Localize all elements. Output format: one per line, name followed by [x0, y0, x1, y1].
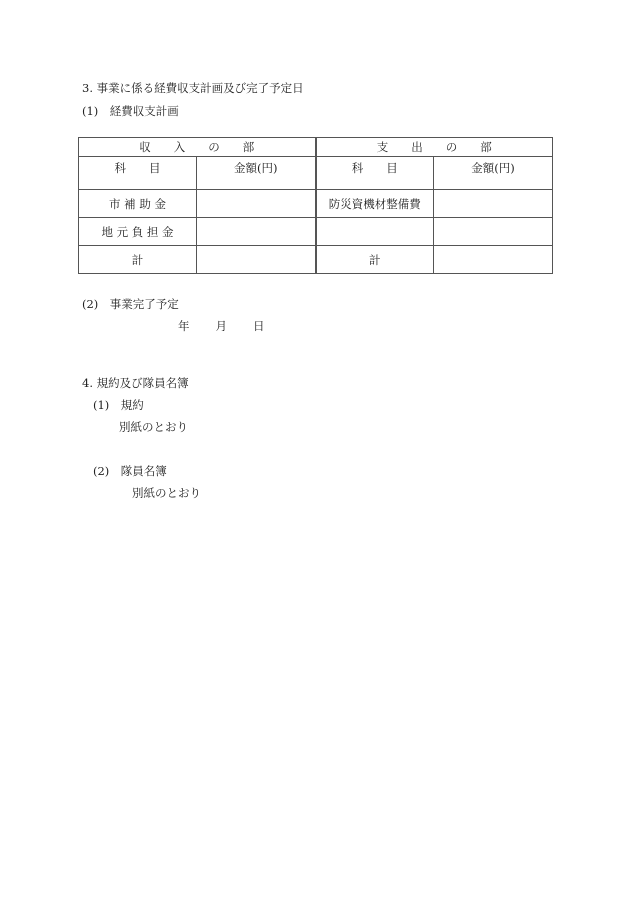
income-item-cell: 市 補 助 金	[79, 190, 197, 218]
member-list-body-text: 別紙のとおり	[132, 486, 201, 500]
table-header-row	[79, 138, 553, 157]
income-item-column-header: 科 目	[79, 157, 197, 190]
completion-schedule-subheading: (2) 事業完了予定	[82, 297, 179, 311]
income-amount-column-header: 金額(円)	[197, 157, 316, 190]
income-total-label: 計	[79, 246, 197, 274]
date-year-label: 年	[178, 319, 190, 333]
income-amount-cell[interactable]	[197, 218, 316, 246]
rules-body-text: 別紙のとおり	[119, 420, 188, 434]
income-total-amount[interactable]	[197, 246, 316, 274]
table-column-row	[79, 157, 553, 190]
expense-amount-cell[interactable]	[434, 218, 553, 246]
rules-subheading: (1) 規約	[93, 398, 144, 412]
table-row	[79, 190, 553, 218]
date-month-label: 月	[215, 319, 227, 333]
expense-plan-subheading: (1) 経費収支計画	[82, 104, 179, 118]
expense-item-cell: 防災資機材整備費	[316, 190, 434, 218]
expense-amount-cell[interactable]	[434, 190, 553, 218]
income-section-header: 収 入 の 部	[79, 138, 316, 157]
expense-item-column-header: 科 目	[316, 157, 434, 190]
expense-section-header: 支 出 の 部	[316, 138, 553, 157]
expense-item-cell	[316, 218, 434, 246]
expense-total-label: 計	[316, 246, 434, 274]
section4-heading: 4. 規約及び隊員名簿	[82, 376, 189, 390]
section3-heading: 3. 事業に係る経費収支計画及び完了予定日	[82, 81, 304, 95]
date-day-label: 日	[253, 319, 265, 333]
member-list-subheading: (2) 隊員名簿	[93, 464, 167, 478]
income-amount-cell[interactable]	[197, 190, 316, 218]
expense-total-amount[interactable]	[434, 246, 553, 274]
completion-date	[178, 319, 265, 333]
income-item-cell: 地 元 負 担 金	[79, 218, 197, 246]
expense-amount-column-header: 金額(円)	[434, 157, 553, 190]
table-total-row	[79, 246, 553, 274]
budget-table	[78, 137, 553, 274]
table-row	[79, 218, 553, 246]
